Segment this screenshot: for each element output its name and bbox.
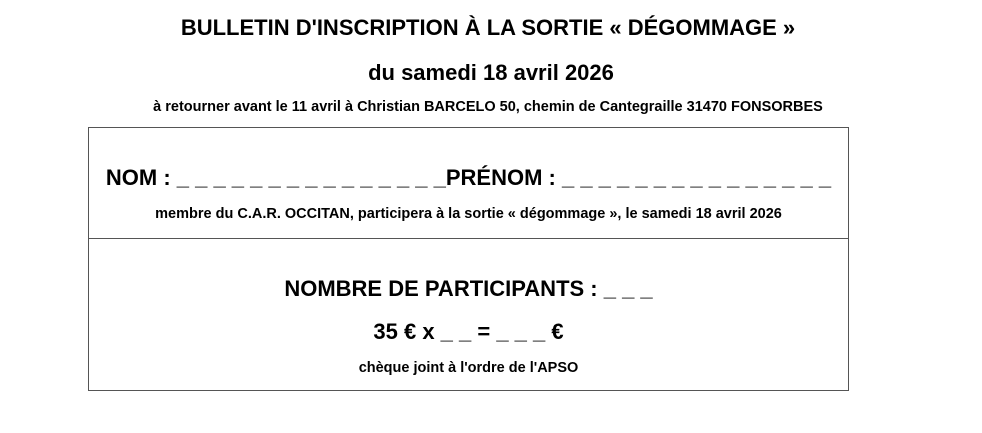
participants-count-line: NOMBRE DE PARTICIPANTS : _ _ _ bbox=[284, 276, 653, 301]
payment-box bbox=[88, 238, 849, 391]
return-instructions: à retourner avant le 11 avril à Christian BARCELO 50, chemin de Cantegraille 31470 FONSORBES bbox=[153, 99, 823, 115]
price-calculation-line: 35 € x _ _ = _ _ _ € bbox=[373, 319, 564, 344]
identity-box bbox=[88, 127, 849, 239]
membership-statement: membre du C.A.R. OCCITAN, participera à la sortie « dégommage », le samedi 18 avril 2026 bbox=[155, 206, 782, 222]
name-fields-line: NOM : _ _ _ _ _ _ _ _ _ _ _ _ _ _ _PRÉNOM : _ _ _ _ _ _ _ _ _ _ _ _ _ _ _ bbox=[105, 165, 832, 190]
form-title: BULLETIN D'INSCRIPTION À LA SORTIE « DÉGOMMAGE » bbox=[180, 15, 796, 40]
cheque-note: chèque joint à l'ordre de l'APSO bbox=[358, 360, 579, 376]
event-date: du samedi 18 avril 2026 bbox=[368, 60, 614, 85]
